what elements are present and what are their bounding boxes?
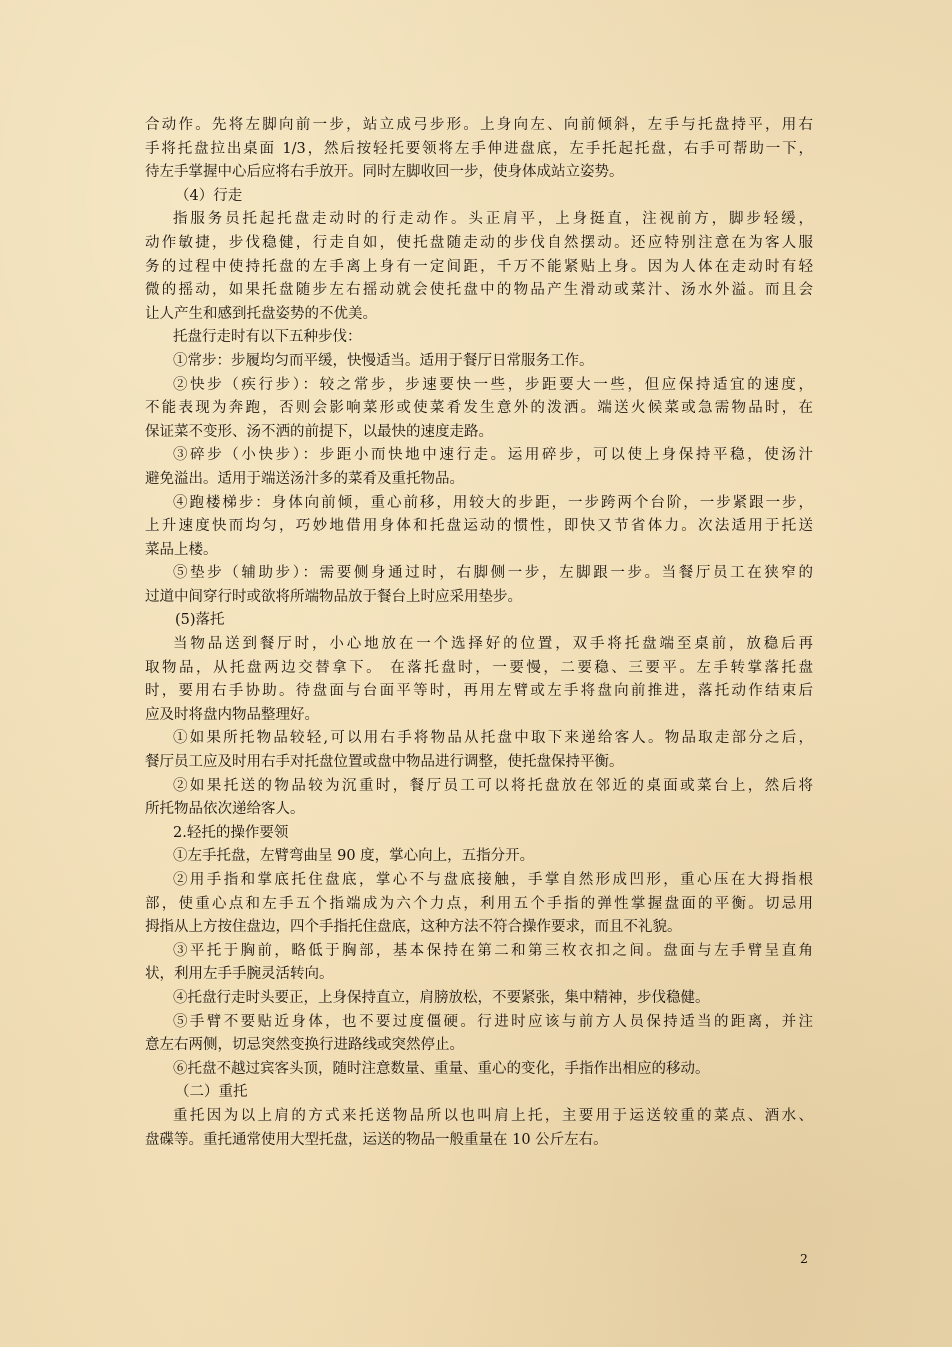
paragraph [145, 374, 813, 445]
paragraph [145, 845, 813, 869]
paragraph [145, 444, 813, 491]
text-line: 应及时将盘内物品整理好。 [145, 706, 319, 723]
text-line: 上升速度快而均匀，巧妙地借用身体和托盘运动的惯性，即快又节省体力。次法适用于托送 [145, 518, 813, 535]
text-line: ①常步：步履均匀而平缓，快慢适当。适用于餐厅日常服务工作。 [173, 352, 594, 369]
text-line: 当物品送到餐厅时，小心地放在一个选择好的位置，双手将托盘端至桌前，放稳后再 [173, 636, 813, 653]
text-line: ①如果所托物品较轻,可以用右手将物品从托盘中取下来递给客人。物品取走部分之后， [173, 730, 813, 747]
text-line: 避免溢出。适用于端送汤汁多的菜肴及重托物品。 [145, 470, 464, 487]
text-line: 拇指从上方按住盘边，四个手指托住盘底，这种方法不符合操作要求，而且不礼貌。 [145, 919, 682, 936]
page-number: 2 [800, 1251, 808, 1266]
text-line: 微的摇动，如果托盘随步左右摇动就会使托盘中的物品产生滑动或菜汁、汤水外溢。而且会 [145, 282, 813, 299]
text-line: 餐厅员工应及时用右手对托盘位置或盘中物品进行调整，使托盘保持平衡。 [145, 754, 624, 771]
paragraph [145, 326, 813, 350]
text-line: 待左手掌握中心后应将右手放开。同时左脚收回一步，使身体成站立姿势。 [145, 164, 624, 181]
text-line: 取物品，从托盘两边交替拿下。 在落托盘时，一要慢，二要稳、三要平。左手转掌落托盘 [145, 659, 813, 676]
text-line: ④跑楼梯步：身体向前倾，重心前移，用较大的步距，一步跨两个台阶，一步紧跟一步， [173, 494, 813, 511]
text-line: 手将托盘拉出桌面 1/3，然后按轻托要领将左手伸进盘底，左手托起托盘，右手可帮助一下， [145, 140, 813, 157]
text-line: 菜品上楼。 [145, 541, 218, 558]
section-heading [145, 185, 813, 209]
text-line: 合动作。先将左脚向前一步，站立成弓步形。上身向左、向前倾斜，左手与托盘持平，用右 [145, 117, 813, 133]
text-line: 状，利用左手手腕灵活转向。 [145, 966, 334, 983]
text-line: 过道中间穿行时或欲将所端物品放于餐台上时应采用垫步。 [145, 588, 522, 605]
text-line: ⑤手臂不要贴近身体，也不要过度僵硬。行进时应该与前方人员保持适当的距离，并注 [173, 1013, 813, 1030]
paragraph [145, 350, 813, 374]
text-line: ⑤垫步（辅助步）：需要侧身通过时，右脚侧一步，左脚跟一步。当餐厅员工在狭窄的 [173, 565, 813, 582]
paragraph [145, 775, 813, 822]
paragraph [145, 1011, 813, 1058]
paragraph [145, 727, 813, 774]
paragraph [145, 987, 813, 1011]
text-line: 让人产生和感到托盘姿势的不优美。 [145, 305, 377, 322]
text-line: 指服务员托起托盘走动时的行走动作。头正肩平，上身挺直，注视前方，脚步轻缓， [173, 211, 813, 228]
text-line: ②用手指和掌底托住盘底，掌心不与盘底接触，手掌自然形成凹形，重心压在大拇指根 [173, 872, 813, 888]
document-body [145, 114, 813, 1152]
text-line: 时，要用右手协助。待盘面与台面平等时，再用左臂或左手将盘向前推进，落托动作结束后 [145, 683, 813, 700]
paragraph [145, 1058, 813, 1082]
text-line: ②快步（疾行步）：较之常步，步速要快一些，步距要大一些，但应保持适宜的速度， [173, 376, 813, 393]
text-line: （4）行走 [175, 187, 243, 204]
paragraph [145, 114, 813, 185]
text-line: 所托物品依次递给客人。 [145, 801, 305, 818]
text-line: ④托盘行走时头要正，上身保持直立，肩膀放松，不要紧张，集中精神，步伐稳健。 [173, 989, 710, 1006]
text-line: ③碎步（小快步）：步距小而快地中速行走。运用碎步，可以使上身保持平稳，使汤汁 [173, 447, 813, 464]
text-line: 重托因为以上肩的方式来托送物品所以也叫肩上托，主要用于运送较重的菜点、酒水、 [173, 1107, 813, 1124]
text-line: 托盘行走时有以下五种步伐： [173, 329, 362, 346]
text-line: ③平托于胸前，略低于胸部，基本保持在第二和第三枚衣扣之间。盘面与左手臂呈直角 [173, 942, 813, 959]
text-line: ②如果托送的物品较为沉重时，餐厅员工可以将托盘放在邻近的桌面或菜台上，然后将 [173, 777, 813, 794]
text-line: ①左手托盘，左臂弯曲呈 90 度，掌心向上，五指分开。 [173, 848, 535, 865]
paragraph [145, 940, 813, 987]
text-line: ⑥托盘不越过宾客头顶，随时注意数量、重量、重心的变化，手指作出相应的移动。 [173, 1060, 710, 1077]
text-line: (5)落托 [175, 612, 225, 629]
text-line: 动作敏捷，步伐稳健，行走自如，使托盘随走动的步伐自然摆动。还应特别注意在为客人服 [145, 234, 813, 251]
paragraph [145, 869, 813, 940]
text-line: 务的过程中使持托盘的左手离上身有一定间距，千万不能紧贴上身。因为人体在走动时有轻 [145, 258, 813, 275]
text-line: 2.轻托的操作要领 [173, 824, 289, 841]
paragraph [145, 1105, 813, 1152]
section-heading [145, 1081, 813, 1105]
text-line: 盘碟等。重托通常使用大型托盘，运送的物品一般重量在 10 公斤左右。 [145, 1131, 608, 1148]
text-line: 保证菜不变形、汤不洒的前提下，以最快的速度走路。 [145, 423, 493, 440]
text-line: 不能表现为奔跑，否则会影响菜形或使菜肴发生意外的泼洒。端送火候菜或急需物品时，在 [145, 400, 813, 417]
text-line: （二）重托 [175, 1084, 248, 1101]
text-line: 部，使重心点和左手五个指端成为六个力点，利用五个手指的弹性掌握盘面的平衡。切忌用 [145, 895, 813, 912]
paragraph [145, 822, 813, 846]
paragraph [145, 562, 813, 609]
section-heading [145, 609, 813, 633]
paragraph [145, 492, 813, 563]
paragraph [145, 208, 813, 326]
paragraph [145, 633, 813, 727]
text-line: 意左右两侧，切忌突然变换行进路线或突然停止。 [145, 1037, 464, 1054]
